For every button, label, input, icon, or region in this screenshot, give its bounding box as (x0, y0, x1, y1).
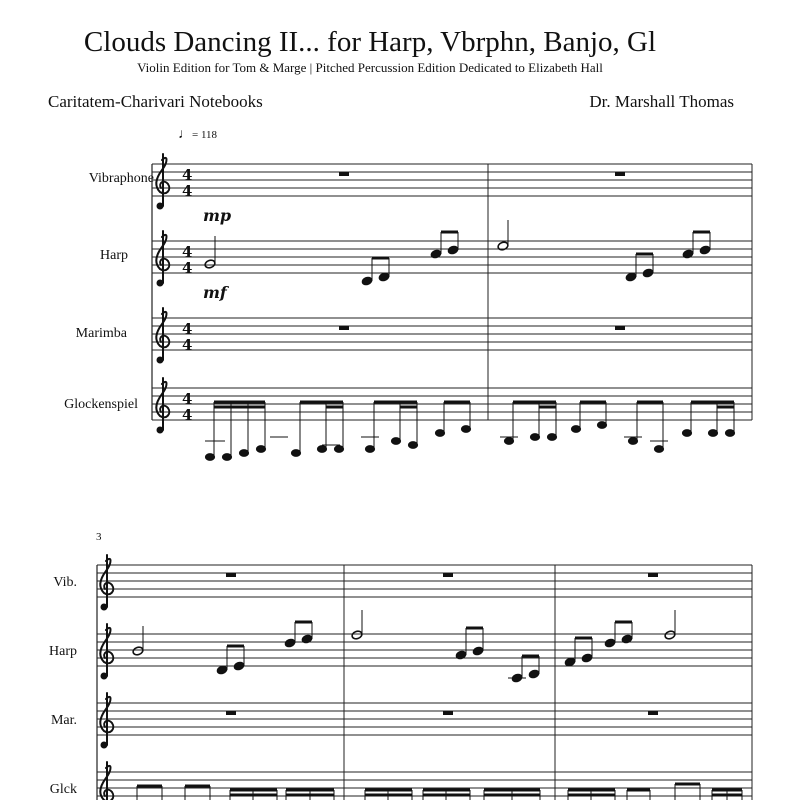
svg-text:4: 4 (182, 390, 193, 408)
glockenspiel-notes-m1 (205, 402, 471, 460)
svg-text:4: 4 (182, 320, 193, 338)
staff-marimba (152, 318, 752, 350)
instrument-label-vibraphone: Vibraphone (88, 171, 154, 186)
dynamic-mp: mp (203, 206, 232, 225)
svg-text:4: 4 (182, 166, 193, 184)
instrument-label-harp: Harp (100, 248, 128, 263)
quarter-note-icon: ♩ (178, 127, 192, 142)
svg-text:4: 4 (182, 243, 193, 261)
staff-mar (97, 703, 752, 735)
harp-notes-m1 (204, 232, 459, 286)
svg-text:4: 4 (182, 259, 193, 277)
measure-number: 3 (96, 531, 102, 543)
staff-vibraphone (152, 164, 752, 196)
publisher-label: Caritatem-Charivari Notebooks (48, 92, 263, 111)
instrument-label-glockenspiel: Glockenspiel (64, 397, 138, 412)
treble-clef-icon (100, 555, 113, 800)
instrument-label-marimba: Marimba (75, 326, 127, 341)
tempo-value: = 118 (192, 129, 218, 141)
staff-harp (152, 241, 752, 273)
dynamic-mf: mf (203, 283, 227, 302)
instrument-label-vib: Vib. (53, 575, 77, 590)
staff-harp-2 (97, 634, 752, 666)
staff-glockenspiel (152, 388, 752, 420)
instrument-label-harp-2: Harp (49, 644, 77, 659)
time-signature (182, 166, 192, 424)
staff-vib (97, 565, 752, 597)
page-title: Clouds Dancing II... for Harp, Vbrphn, Banjo, Gl (83, 26, 657, 58)
svg-text:4: 4 (182, 182, 193, 200)
composer-label: Dr. Marshall Thomas (589, 92, 734, 111)
glck-beams-m3-5 (137, 784, 742, 800)
instrument-label-mar: Mar. (50, 713, 77, 728)
glockenspiel-notes-m2 (500, 402, 735, 452)
instrument-label-glck: Glck (49, 782, 77, 797)
harp-notes-m3-5 (132, 610, 676, 683)
svg-text:4: 4 (182, 406, 193, 424)
page-subtitle: Violin Edition for Tom & Marge | Pitched Percussion Edition Dedicated to Elizabeth Hall (137, 60, 603, 75)
svg-text:4: 4 (182, 336, 193, 354)
